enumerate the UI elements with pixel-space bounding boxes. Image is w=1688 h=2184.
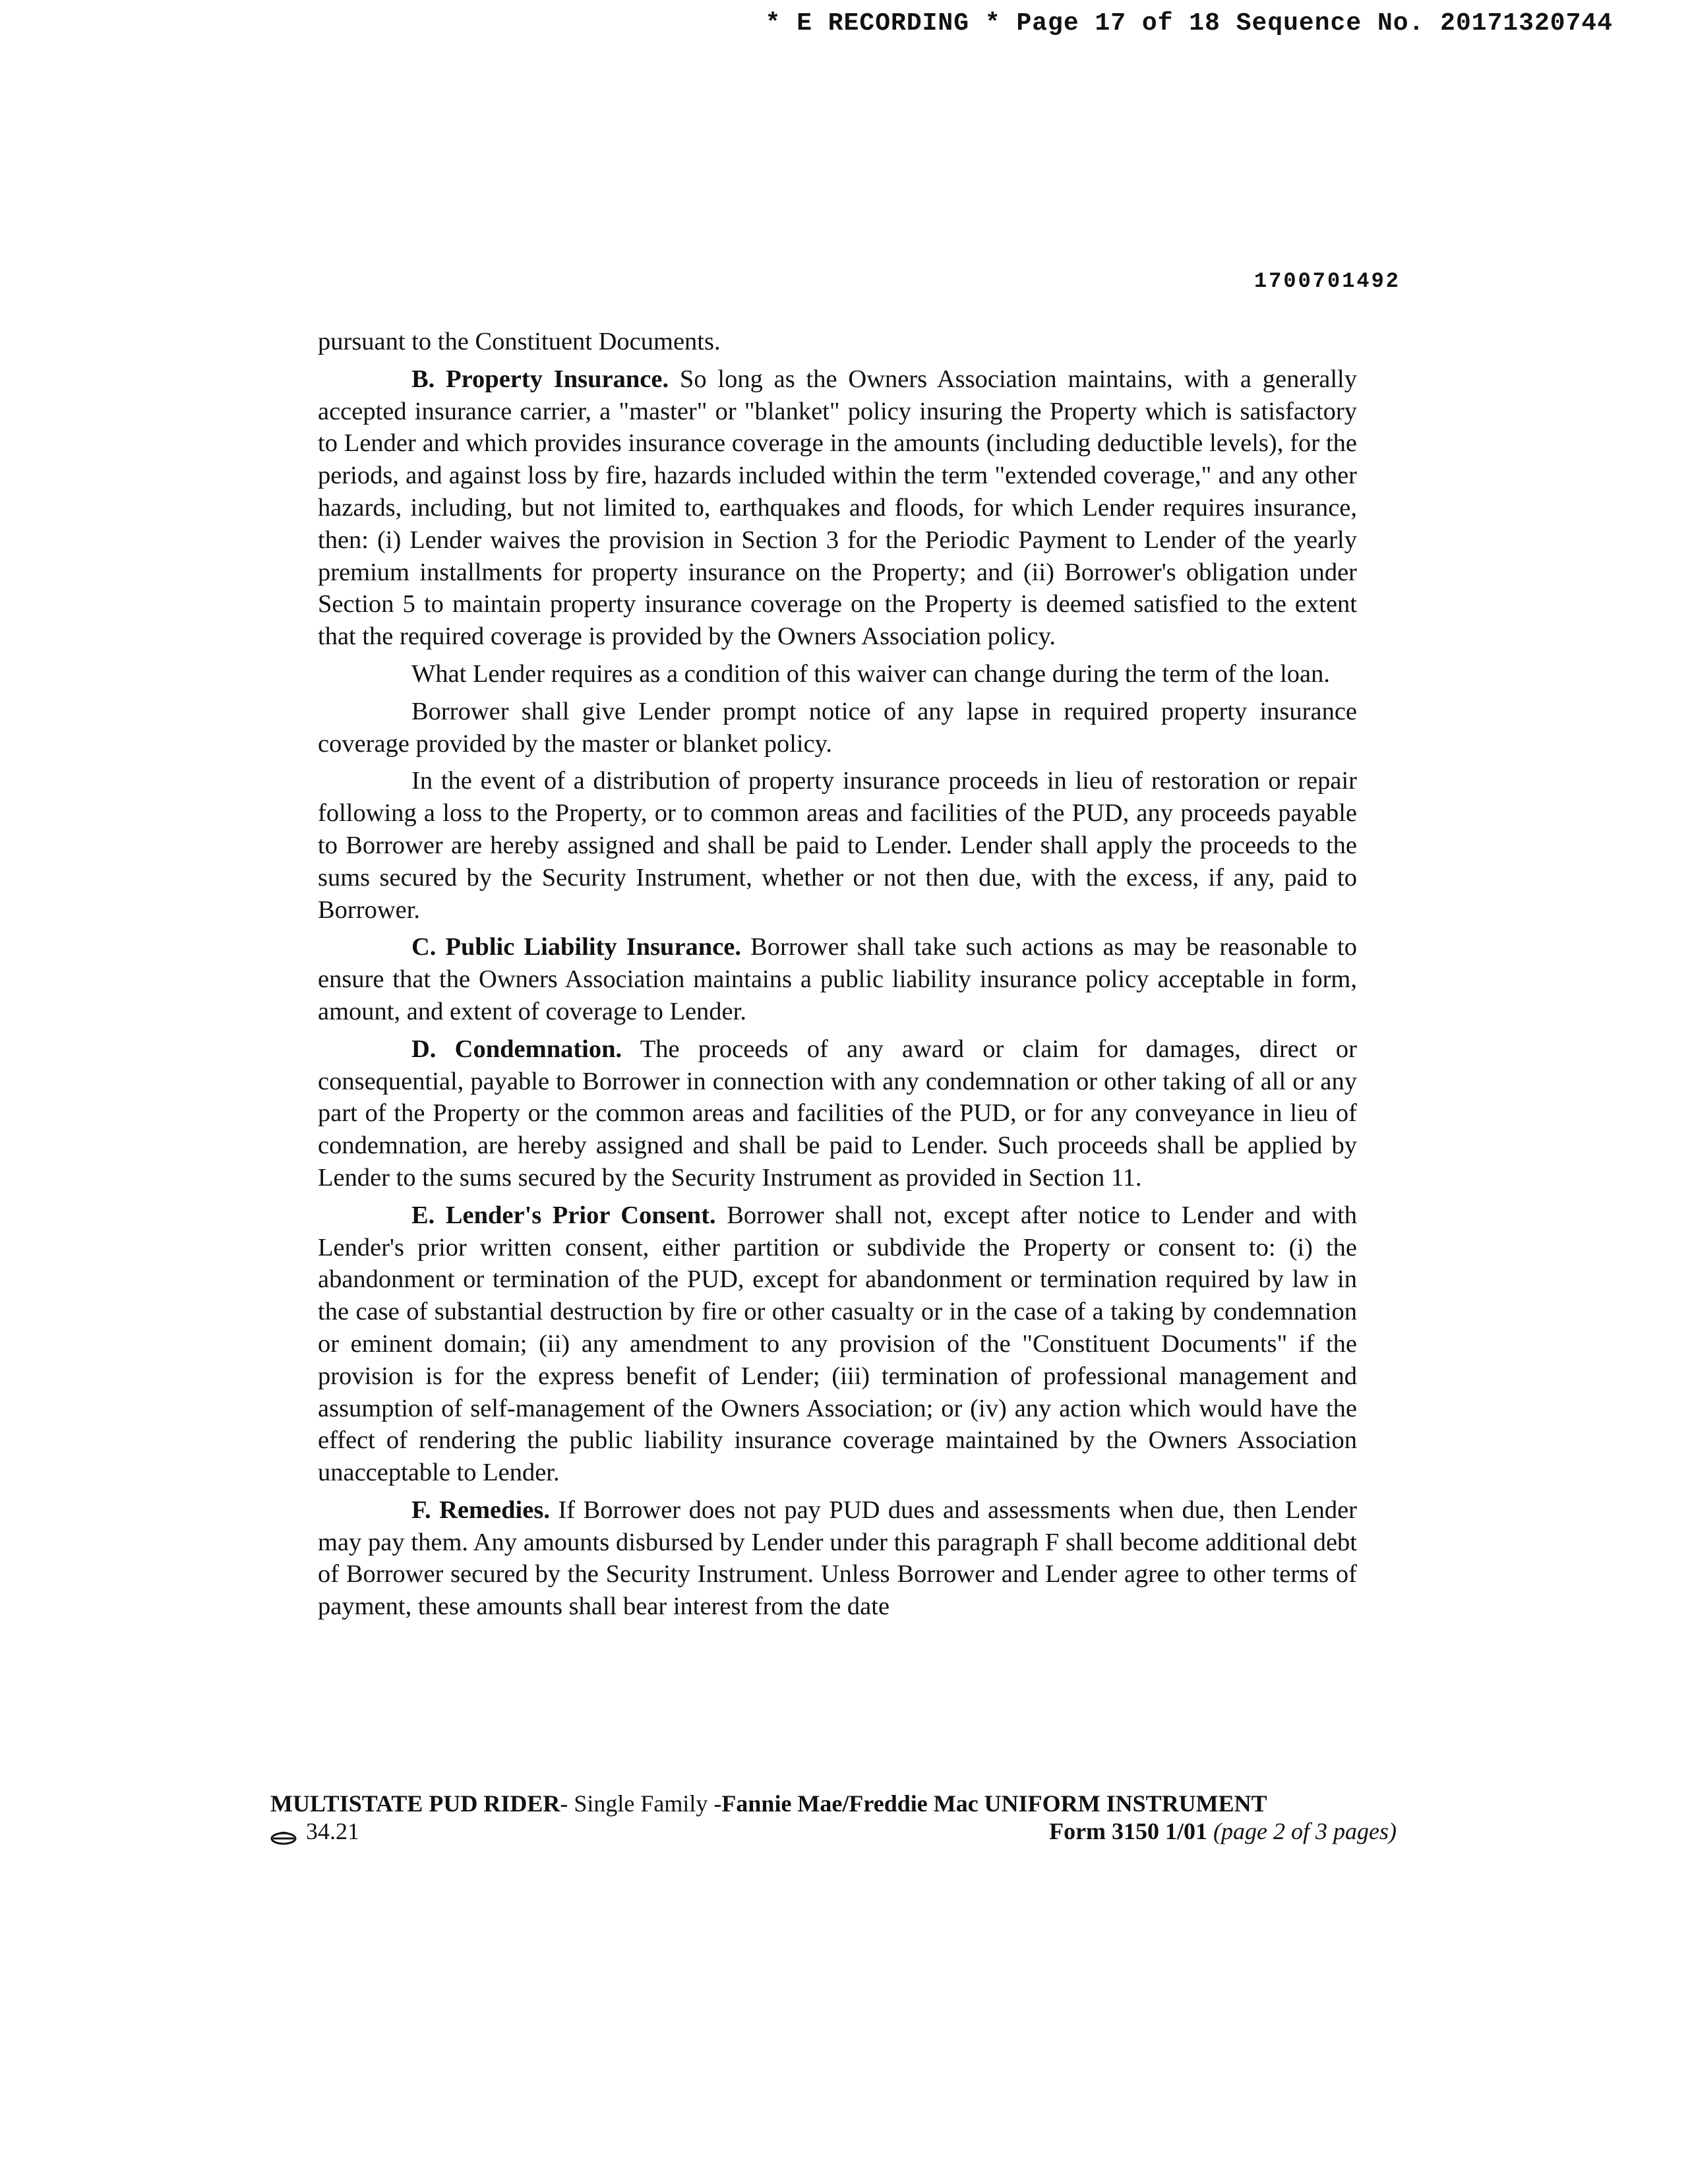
paragraph-continuation xyxy=(318,326,1357,358)
section-heading-b: B. Property Insurance. xyxy=(411,365,669,393)
paragraph-public-liability xyxy=(318,931,1357,1027)
form-code: 34.21 xyxy=(306,1818,359,1844)
paragraph-text: Borrower shall not, except after notice to Lender and with Lender's prior written consent, either partition or subdivide the Property or consent to: (i) the abandonment or termination of the PUD, except for abandonment or termination required by law in the case of substantial destruction by fire or other casualty or in the case of a taking by condemnation or eminent domain; (ii) any amendment to any provision of the "Constituent Documents" if the provision is for the express benefit of Lender; (iii) termination of professional management and assumption of self-management of the Owners Association; or (iv) any action which would have the effect of rendering the public liability insurance coverage maintained by the Owners Association unacceptable to Lender. xyxy=(318,1201,1358,1487)
recording-stamp: * E RECORDING * Page 17 of 18 Sequence No. 20171320744 xyxy=(765,9,1613,38)
paragraph-property-insurance xyxy=(318,363,1357,653)
form-reference xyxy=(1049,1817,1397,1845)
section-heading-e: E. Lender's Prior Consent. xyxy=(411,1201,716,1229)
paragraph-prior-consent xyxy=(318,1199,1357,1489)
paragraph-text: The proceeds of any award or claim for damages, direct or consequential, payable to Borrower in connection with any condemnation or other taking of all or any part of the Property or the common areas and facilities of the PUD, or for any conveyance in lieu of condemnation, are hereby assigned and shall be paid to Lender. Such proceeds shall be applied by Lender to the sums secured by the Security Instrument as provided in Section 11. xyxy=(318,1035,1357,1192)
footer-form-code-group xyxy=(270,1817,359,1845)
footer-form-line xyxy=(270,1817,1397,1845)
document-body xyxy=(318,326,1357,1628)
section-heading-d: D. Condemnation. xyxy=(411,1035,622,1063)
footer-title-instrument: Fannie Mae/Freddie Mac UNIFORM INSTRUMENT xyxy=(721,1790,1267,1817)
paragraph-text: In the event of a distribution of property insurance proceeds in lieu of restoration or repair following a loss to the Property, or to common areas and facilities of the PUD, any proceeds payable to Borrower are hereby assigned and shall be paid to Lender. Lender shall apply the proceeds to the sums secured by the Security Instrument, whether or not then due, with the excess, if any, paid to Borrower. xyxy=(318,767,1357,924)
paragraph-text: pursuant to the Constituent Documents. xyxy=(318,328,721,355)
paragraph-text: What Lender requires as a condition of this waiver can change during the term of the loan. xyxy=(411,659,1330,688)
form-footer xyxy=(270,1790,1397,1845)
paragraph-lapse-notice xyxy=(318,696,1357,760)
paragraph-remedies xyxy=(318,1494,1357,1623)
paragraph-text: So long as the Owners Association maintains, with a generally accepted insurance carrier, a "master" or "blanket" policy insuring the Property which is satisfactory to Lender and which provides insurance coverage in the amounts (including deductible levels), for the periods, and against loss by fire, hazards included within the term "extended coverage," and any other hazards, including, but not limited to, earthquakes and floods, for which Lender requires insurance, then: (i) Lender waives the provision in Section 3 for the Periodic Payment to Lender of the yearly premium installments for property insurance on the Property; and (ii) Borrower's obligation under Section 5 to maintain property insurance coverage on the Property is deemed satisfied to the extent that the required coverage is provided by the Owners Association policy. xyxy=(318,365,1357,651)
paragraph-insurance-proceeds xyxy=(318,765,1357,926)
vmp-logo-icon xyxy=(270,1824,297,1838)
paragraph-text: Borrower shall take such actions as may be reasonable to ensure that the Owners Association maintains a public liability insurance policy acceptable in form, amount, and extent of coverage to Lender. xyxy=(318,933,1357,1025)
form-number: Form 3150 1/01 xyxy=(1049,1818,1208,1844)
paragraph-waiver-condition xyxy=(318,658,1357,690)
footer-title-bold: MULTISTATE PUD RIDER xyxy=(270,1790,560,1817)
paragraph-condemnation xyxy=(318,1033,1357,1194)
footer-title-mid: - Single Family - xyxy=(560,1790,722,1817)
paragraph-text: If Borrower does not pay PUD dues and assessments when due, then Lender may pay them. Any amounts disbursed by Lender under this paragraph F shall become additional debt of Borrower secured by the Security Instrument. Unless Borrower and Lender agree to other terms of payment, these amounts shall bear interest from the date xyxy=(318,1496,1357,1621)
page-info: (page 2 of 3 pages) xyxy=(1207,1818,1397,1844)
section-heading-c: C. Public Liability Insurance. xyxy=(411,933,742,961)
footer-title xyxy=(270,1790,1397,1817)
paragraph-text: Borrower shall give Lender prompt notice of any lapse in required property insurance coverage provided by the master or blanket policy. xyxy=(318,697,1357,758)
loan-number: 1700701492 xyxy=(1253,269,1401,293)
section-heading-f: F. Remedies. xyxy=(411,1496,550,1524)
